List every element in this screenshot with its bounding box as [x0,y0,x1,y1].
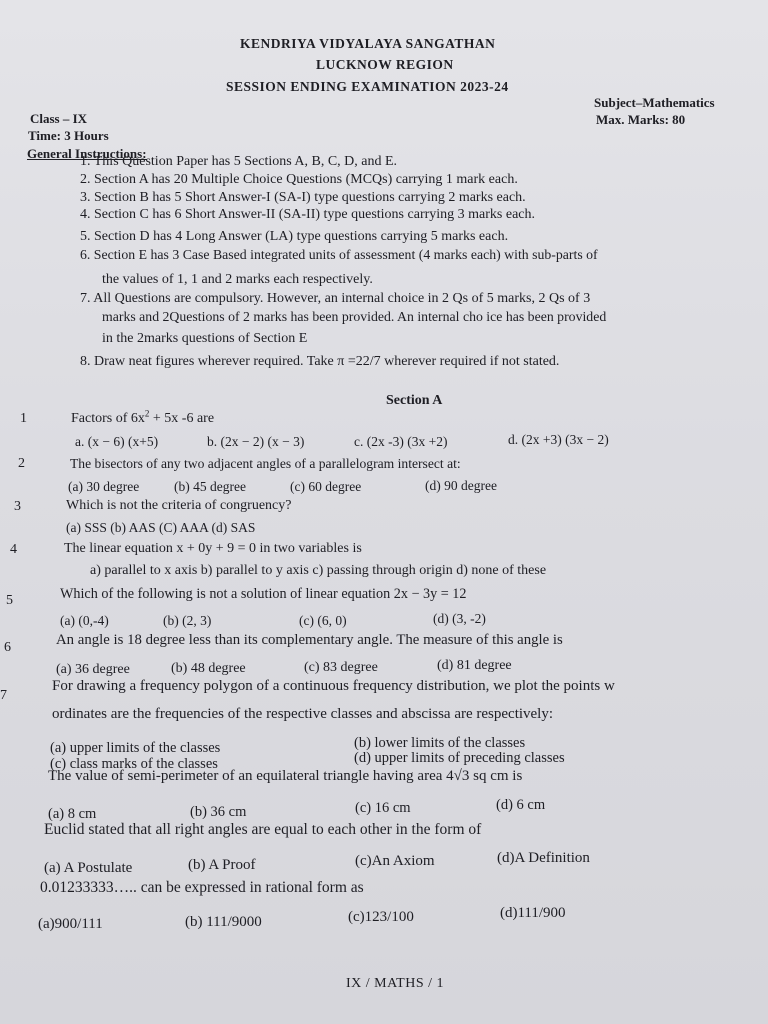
instruction-item: 5. Section D has 4 Long Answer (LA) type questions carrying 5 marks each. [80,229,509,244]
option: (c) class marks of the classes [50,756,218,772]
option: (d) (3, -2) [433,611,486,626]
option: (c) 83 degree [304,660,378,675]
option: (d)111/900 [500,905,566,921]
option-line: a) parallel to x axis b) parallel to y axis c) passing through origin d) none of these [90,563,547,578]
instruction-item: 8. Draw neat figures wherever required. Take π =22/7 wherever required if not stated. [80,354,560,369]
question-text: ordinates are the frequencies of the respective classes and abscissa are respectively: [52,706,554,722]
option: (c) 60 degree [290,479,362,494]
question-number: 7 [0,688,7,703]
option: (c) 16 cm [355,800,411,816]
instruction-item: 1. This Question Paper has 5 Sections A, B, C, D, and E. [80,154,398,169]
option: (d)A Definition [497,850,590,866]
question-number: 2 [18,456,25,471]
question-number: 6 [4,640,11,655]
option: (a) 8 cm [48,806,97,822]
option: (b) A Proof [188,857,256,873]
instruction-item: 6. Section E has 3 Case Based integrated units of assessment (4 marks each) with sub-parts of [80,247,598,262]
option: (c)123/100 [348,909,414,925]
option: c. (2x -3) (3x +2) [354,434,448,449]
question-text: The linear equation x + 0y + 9 = 0 in two variables is [64,541,362,556]
org-title: KENDRIYA VIDYALAYA SANGATHAN [240,36,496,51]
option: (b) 48 degree [171,661,246,676]
option: (b) 36 cm [190,804,247,820]
option: (b) lower limits of the classes [354,735,526,751]
region-title: LUCKNOW REGION [316,57,454,72]
exam-title: SESSION ENDING EXAMINATION 2023-24 [226,79,509,94]
option: (d) upper limits of preceding classes [354,750,565,766]
option: (b) 45 degree [174,479,246,494]
option: (d) 81 degree [437,658,512,673]
instruction-item: 4. Section C has 6 Short Answer-II (SA-II) type questions carrying 3 marks each. [80,207,536,222]
option: a. (x − 6) (x+5) [75,434,159,449]
instruction-item: in the 2marks questions of Section E [102,331,308,346]
question-text: An angle is 18 degree less than its complementary angle. The measure of this angle is [56,632,563,648]
instruction-item: 7. All Questions are compulsory. However, an internal choice in 2 Qs of 5 marks, 2 Qs of 3 [80,291,591,306]
question-text: For drawing a frequency polygon of a continuous frequency distribution, we plot the points w [52,678,615,694]
option: (d) 6 cm [496,797,546,813]
max-marks-label: Max. Marks: 80 [596,112,686,127]
subject-label: Subject–Mathematics [594,95,715,110]
instruction-item: 2. Section A has 20 Multiple Choice Questions (MCQs) carrying 1 mark each. [80,172,518,187]
section-title: Section A [386,393,443,408]
instruction-item: marks and 2Questions of 2 marks has been provided. An internal cho ice has been provided [102,309,607,324]
question-text: Factors of $6x^2 + 5x$ -6 are [71,408,215,426]
option: (a) (0,-4) [60,613,109,628]
class-label: Class – IX [30,111,88,126]
question-text: Euclid stated that all right angles are equal to each other in the form of [44,821,482,838]
question-number: 3 [14,499,21,514]
option: (a) 36 degree [56,662,130,677]
option: d. (2x +3) (3x − 2) [508,432,609,447]
option: (a) 30 degree [68,479,140,494]
page-footer: IX / MATHS / 1 [346,976,445,991]
option: (a)900/111 [38,916,103,932]
question-text: The value of semi-perimeter of an equilateral triangle having area 4√3 sq cm is [48,768,523,784]
option-line: (a) SSS (b) AAS (C) AAA (d) SAS [66,520,256,535]
option: (d) 90 degree [425,478,497,493]
question-number: 1 [20,411,27,426]
option: (b) (2, 3) [163,613,212,628]
option: (c) (6, 0) [299,613,347,628]
question-text: 0.01233333….. can be expressed in rational form as [40,879,364,896]
instruction-item: the values of 1, 1 and 2 marks each respectively. [102,272,373,287]
option: (a) A Postulate [44,860,133,876]
question-text: The bisectors of any two adjacent angles of a parallelogram intersect at: [70,456,461,471]
option: (b) 111/9000 [185,914,262,930]
option: b. (2x − 2) (x − 3) [207,434,305,449]
instructions-title: General Instructions: [27,146,147,161]
option: (a) upper limits of the classes [50,740,221,756]
time-label: Time: 3 Hours [28,128,109,143]
question-number: 5 [6,593,13,608]
option: (c)An Axiom [355,853,435,869]
question-number: 4 [10,542,17,557]
question-text: Which is not the criteria of congruency? [66,498,292,513]
question-text: Which of the following is not a solution of linear equation 2x − 3y = 12 [60,586,467,602]
instruction-item: 3. Section B has 5 Short Answer-I (SA-I) type questions carrying 2 marks each. [80,190,526,205]
